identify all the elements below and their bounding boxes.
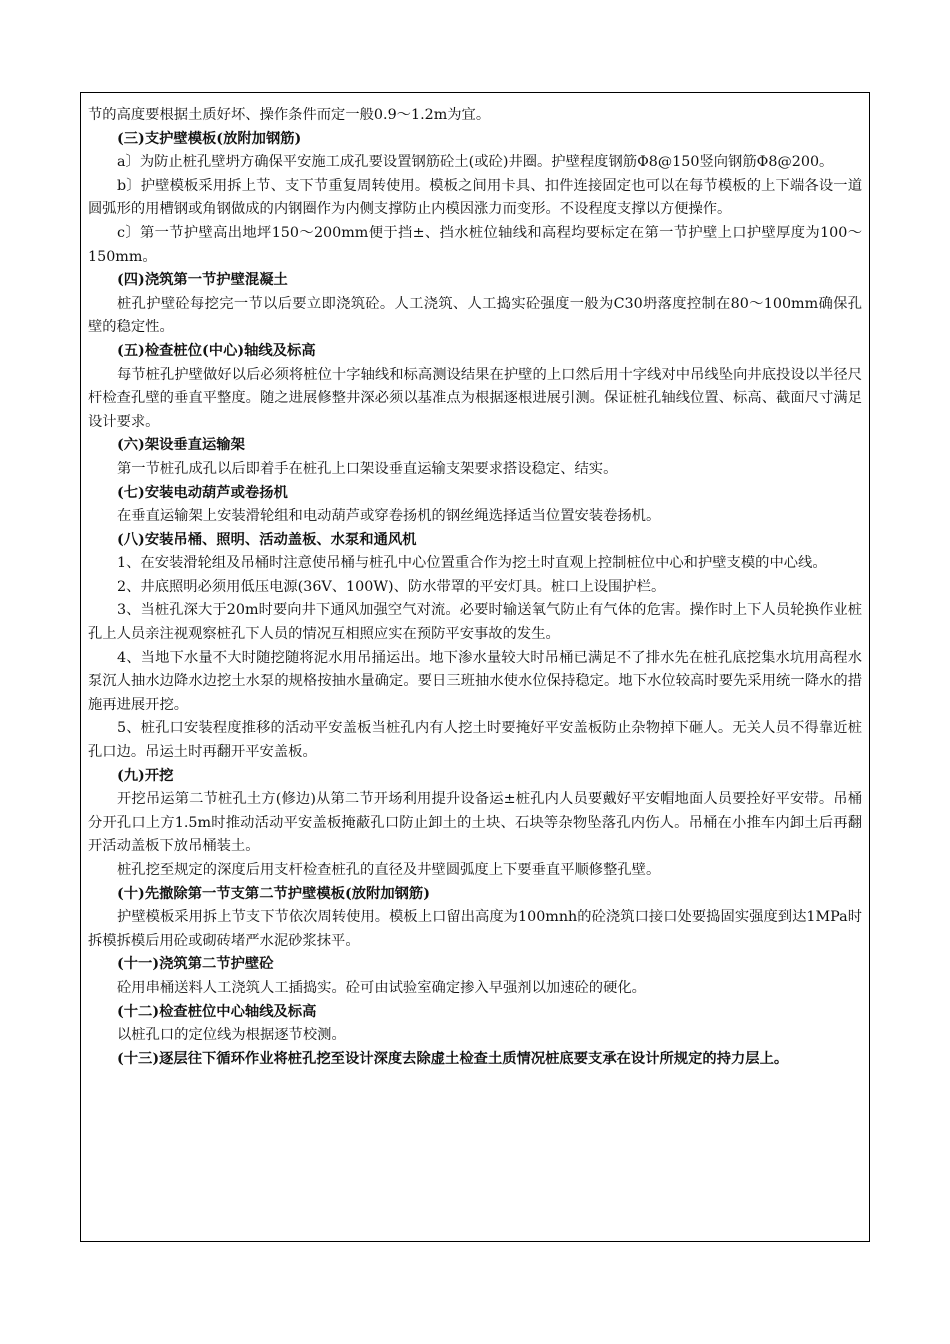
section-heading: (五)检查桩位(中心)轴线及标高: [117, 342, 316, 359]
paragraph: 桩孔挖至规定的深度后用支杆检查桩孔的直径及井壁圆弧度上下要垂直平顺修整孔壁。: [117, 862, 661, 878]
paragraph: 以桩孔口的定位线为根据逐节校测。: [117, 1027, 346, 1044]
paragraph: 开挖吊运第二节桩孔土方(修边)从第二节开场利用提升设备运±桩孔内人员要戴好平安帽地面人员要拴好平安带。吊桶分开孔口上方1.5m时推动活动平安盖板掩蔽孔口防止卸土的土块、石块等杂物坠落孔内伤人。吊桶在小推车内卸土后再翻开活动盖板下放吊桶装土。: [88, 791, 862, 855]
paragraph: 护壁模板采用拆上节支下节依次周转使用。模板上口留出高度为100mnh的砼浇筑口接口处要捣固实强度到达1MPa时拆模拆模后用砼或砌砖堵严水泥砂浆抹平。: [88, 909, 862, 949]
paragraph: 节的高度要根据土质好坏、操作条件而定一般0.9～1.2m为宜。: [88, 107, 491, 123]
paragraph: c〕第一节护壁高出地坪150～200mm便于挡±、挡水桩位轴线和高程均要标定在第一节护壁上口护壁厚度为100～150mm。: [88, 224, 862, 265]
section-heading: (九)开挖: [117, 767, 174, 784]
list-item: 2、井底照明必须用低压电源(36V、100W)、防水带罩的平安灯具。桩口上设围护栏。: [117, 578, 666, 595]
list-item: 3、当桩孔深大于20m时要向井下通风加强空气对流。必要时输送氧气防止有气体的危害。操作时上下人员轮换作业桩孔上人员亲注视观察桩孔下人员的情况互相照应实在预防平安事故的发生。: [88, 602, 862, 643]
paragraph: 每节桩孔护壁做好以后必须将桩位十字轴线和标高测设结果在护壁的上口然后用十字线对中吊线坠向井底投设以半径尺杆检查孔壁的垂直平整度。随之进展修整井深必须以基准点为根据逐根进展引测。保证桩孔轴线位置、标高、截面尺寸满足设计要求。: [88, 366, 862, 430]
section-heading: (三)支护壁模板(放附加钢筋): [117, 130, 302, 147]
paragraph: a〕为防止桩孔壁坍方确保平安施工成孔要设置钢筋砼土(或砼)井圈。护壁程度钢筋Φ8@150竖向钢筋Φ8@200。: [117, 154, 834, 171]
section-heading: (十二)检查桩位中心轴线及标高: [117, 1003, 317, 1020]
section-heading: (十一)浇筑第二节护壁砼: [117, 956, 274, 973]
list-item: 5、桩孔口安装程度推移的活动平安盖板当桩孔内有人挖土时要掩好平安盖板防止杂物掉下砸人。无关人员不得靠近桩孔口边。吊运土时再翻开平安盖板。: [88, 720, 862, 761]
paragraph: 第一节桩孔成孔以后即着手在桩孔上口架设垂直运输支架要求搭设稳定、结实。: [117, 460, 618, 477]
section-heading: (七)安装电动葫芦或卷扬机: [117, 484, 288, 501]
list-item: 4、当地下水量不大时随挖随将泥水用吊捅运出。地下渗水量较大时吊桶已满足不了排水先在桩孔底挖集水坑用高程水泵沉人抽水边降水边挖土水泵的规格按抽水量确定。要日三班抽水使水位保持稳定。地下水位较高时要先采用统一降水的措施再进展开挖。: [88, 649, 862, 713]
section-heading: (十三)逐层往下循环作业将桩孔挖至设计深度去除虚土检查土质情况桩底要支承在设计所规定的持力层上。: [117, 1050, 789, 1067]
section-heading: (六)架设垂直运输架: [117, 437, 245, 454]
paragraph: 在垂直运输架上安装滑轮组和电动葫芦或穿卷扬机的钢丝绳选择适当位置安装卷扬机。: [117, 508, 661, 525]
section-heading: (四)浇筑第一节护壁混凝土: [117, 272, 288, 289]
document-body: [88, 104, 862, 1071]
paragraph: b〕护壁模板采用拆上节、支下节重复周转使用。模板之间用卡具、扣件连接固定也可以在每节模板的上下端各设一道圆弧形的用槽钢或角钢做成的内钢圈作为内侧支撑防止内模因涨力而变形。不设程度支撑以方便操作。: [88, 177, 862, 218]
paragraph: 砼用串桶送料人工浇筑人工插捣实。砼可由试验室确定掺入早强剂以加速砼的硬化。: [117, 979, 646, 996]
list-item: 1、在安装滑轮组及吊桶时注意使吊桶与桩孔中心位置重合作为挖土时直观上控制桩位中心和护壁支模的中心线。: [117, 555, 827, 572]
section-heading: (十)先撤除第一节支第二节护壁模板(放附加钢筋): [117, 885, 430, 902]
paragraph: 桩孔护壁砼每挖完一节以后要立即浇筑砼。人工浇筑、人工捣实砼强度一般为C30坍落度控制在80～100mm确保孔壁的稳定性。: [88, 295, 862, 336]
section-heading: (八)安装吊桶、照明、活动盖板、水泵和通风机: [117, 531, 417, 548]
